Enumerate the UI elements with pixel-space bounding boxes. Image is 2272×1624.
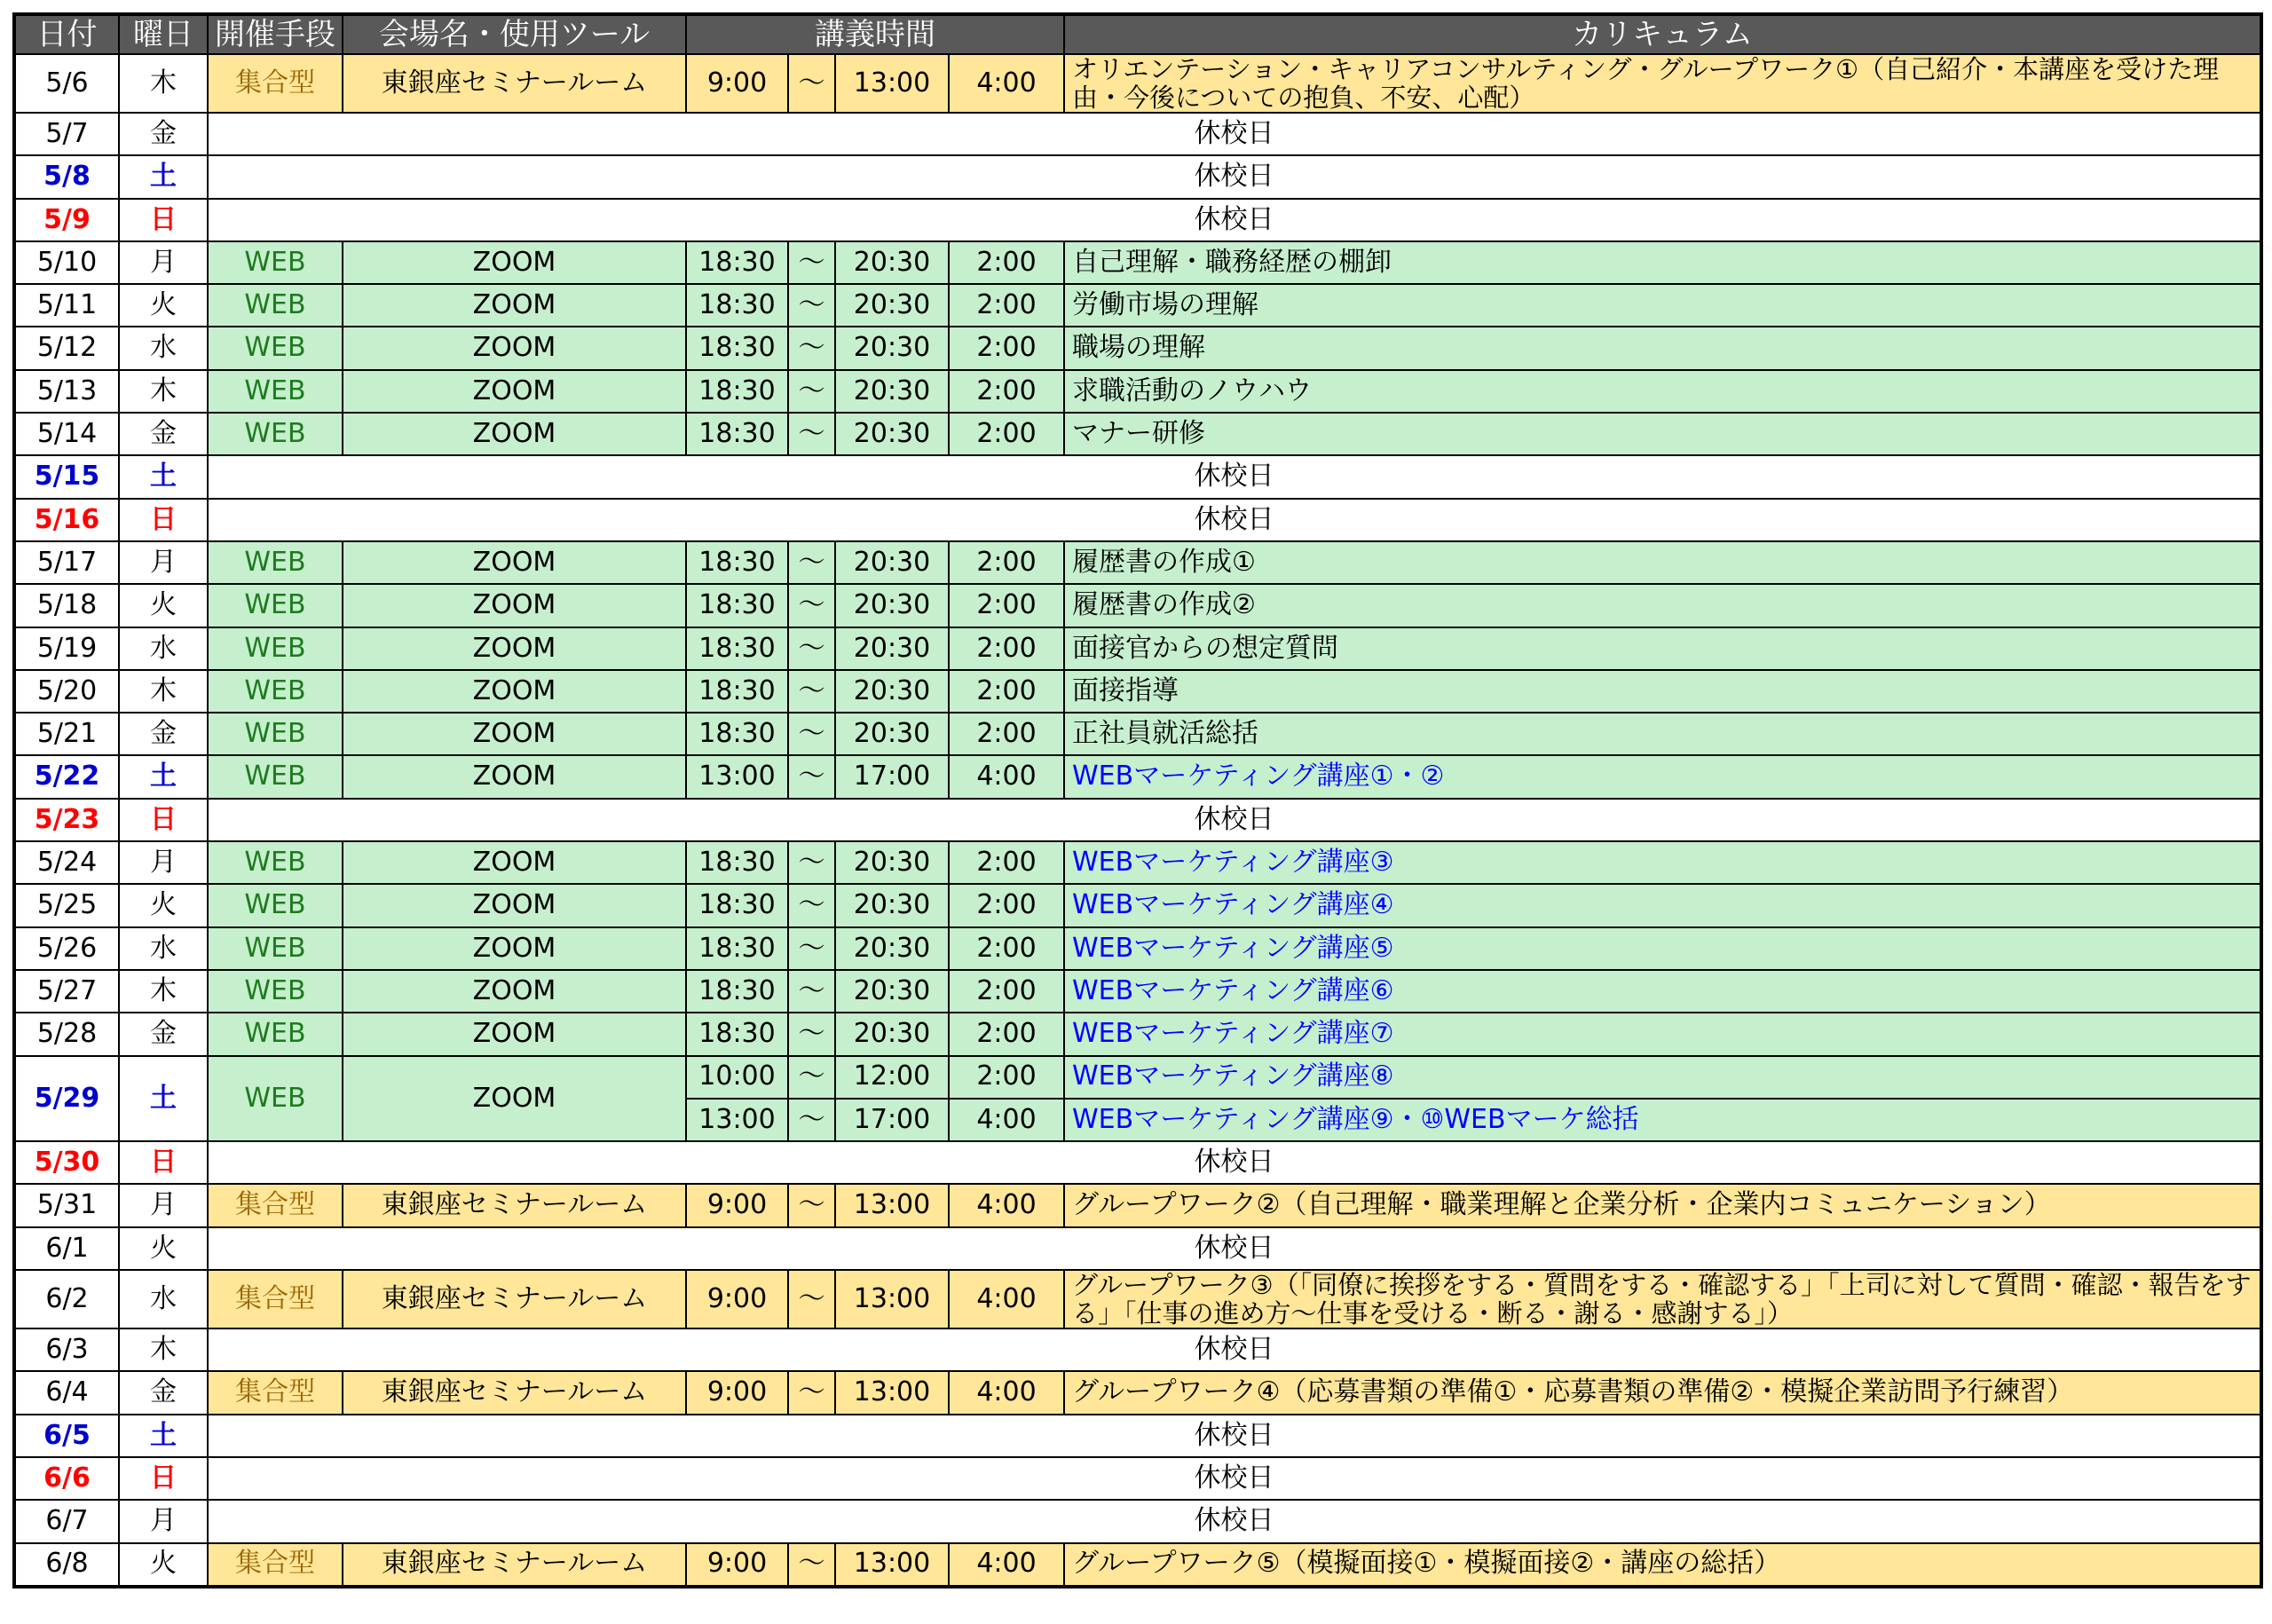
schedule-row — [14, 584, 2261, 627]
tilde-cell: ～ — [788, 1371, 835, 1414]
curriculum-cell: 自己理解・職務経歴の棚卸 — [1064, 241, 2261, 284]
date-cell: 5/19 — [14, 627, 119, 670]
curriculum-cell: グループワーク⑤（模擬面接①・模擬面接②・講座の総括） — [1064, 1543, 2261, 1587]
day-cell: 金 — [119, 413, 208, 455]
mode-cell: 集合型 — [208, 1371, 343, 1414]
curriculum-cell: 求職活動のノウハウ — [1064, 370, 2261, 413]
start-time-cell: 18:30 — [686, 841, 788, 884]
curriculum-cell: 面接指導 — [1064, 670, 2261, 713]
day-cell: 金 — [119, 1013, 208, 1055]
holiday-cell: 休校日 — [208, 113, 2261, 155]
mode-cell: WEB — [208, 927, 343, 970]
holiday-cell: 休校日 — [208, 1141, 2261, 1184]
date-cell: 5/24 — [14, 841, 119, 884]
date-cell: 5/15 — [14, 455, 119, 498]
schedule-table — [12, 12, 2263, 1589]
mode-cell: WEB — [208, 413, 343, 455]
holiday-row — [14, 155, 2261, 198]
day-cell: 木 — [119, 970, 208, 1013]
duration-cell: 4:00 — [949, 755, 1064, 798]
date-cell: 5/10 — [14, 241, 119, 284]
day-cell: 土 — [119, 455, 208, 498]
holiday-cell: 休校日 — [208, 499, 2261, 541]
curriculum-cell: グループワーク④（応募書類の準備①・応募書類の準備②・模擬企業訪問予行練習） — [1064, 1371, 2261, 1414]
date-cell: 5/6 — [14, 54, 119, 113]
tilde-cell: ～ — [788, 970, 835, 1013]
schedule-row — [14, 884, 2261, 926]
start-time-cell: 18:30 — [686, 541, 788, 584]
start-time-cell: 18:30 — [686, 584, 788, 627]
header-venue: 会場名・使用ツール — [343, 14, 686, 54]
venue-cell: 東銀座セミナールーム — [343, 54, 686, 113]
mode-cell: WEB — [208, 970, 343, 1013]
tilde-cell: ～ — [788, 884, 835, 926]
holiday-row — [14, 113, 2261, 155]
mode-cell: 集合型 — [208, 54, 343, 113]
end-time-cell: 13:00 — [835, 1371, 949, 1414]
date-cell: 5/12 — [14, 327, 119, 369]
end-time-cell: 13:00 — [835, 54, 949, 113]
day-cell: 火 — [119, 284, 208, 327]
end-time-cell: 20:30 — [835, 541, 949, 584]
header-date: 日付 — [14, 14, 119, 54]
duration-cell: 4:00 — [949, 1099, 1064, 1141]
duration-cell: 2:00 — [949, 241, 1064, 284]
start-time-cell: 18:30 — [686, 327, 788, 369]
start-time-cell: 18:30 — [686, 670, 788, 713]
holiday-row — [14, 499, 2261, 541]
end-time-cell: 20:30 — [835, 670, 949, 713]
date-cell: 5/11 — [14, 284, 119, 327]
date-cell: 5/7 — [14, 113, 119, 155]
start-time-cell: 18:30 — [686, 627, 788, 670]
venue-cell: ZOOM — [343, 755, 686, 798]
date-cell: 5/22 — [14, 755, 119, 798]
venue-cell: ZOOM — [343, 713, 686, 755]
header-curriculum: カリキュラム — [1064, 14, 2261, 54]
holiday-cell: 休校日 — [208, 199, 2261, 241]
venue-cell: 東銀座セミナールーム — [343, 1371, 686, 1414]
duration-cell: 2:00 — [949, 327, 1064, 369]
start-time-cell: 18:30 — [686, 713, 788, 755]
end-time-cell: 20:30 — [835, 413, 949, 455]
day-cell: 土 — [119, 155, 208, 198]
curriculum-cell: WEBマーケティング講座⑤ — [1064, 927, 2261, 970]
duration-cell: 2:00 — [949, 584, 1064, 627]
venue-cell: ZOOM — [343, 670, 686, 713]
tilde-cell: ～ — [788, 713, 835, 755]
venue-cell: ZOOM — [343, 1056, 686, 1142]
venue-cell: ZOOM — [343, 627, 686, 670]
start-time-cell: 18:30 — [686, 284, 788, 327]
tilde-cell: ～ — [788, 841, 835, 884]
date-cell: 5/29 — [14, 1056, 119, 1142]
start-time-cell: 13:00 — [686, 755, 788, 798]
duration-cell: 4:00 — [949, 1543, 1064, 1587]
date-cell: 6/7 — [14, 1500, 119, 1542]
start-time-cell: 18:30 — [686, 370, 788, 413]
end-time-cell: 13:00 — [835, 1543, 949, 1587]
start-time-cell: 18:30 — [686, 1013, 788, 1055]
tilde-cell: ～ — [788, 370, 835, 413]
day-cell: 水 — [119, 927, 208, 970]
day-cell: 水 — [119, 327, 208, 369]
tilde-cell: ～ — [788, 1270, 835, 1328]
day-cell: 木 — [119, 54, 208, 113]
end-time-cell: 20:30 — [835, 241, 949, 284]
duration-cell: 2:00 — [949, 884, 1064, 926]
start-time-cell: 9:00 — [686, 54, 788, 113]
start-time-cell: 18:30 — [686, 884, 788, 926]
header-row — [14, 14, 2261, 54]
mode-cell: 集合型 — [208, 1184, 343, 1226]
curriculum-cell: 面接官からの想定質問 — [1064, 627, 2261, 670]
holiday-row — [14, 1415, 2261, 1457]
start-time-cell: 9:00 — [686, 1371, 788, 1414]
date-cell: 5/8 — [14, 155, 119, 198]
end-time-cell: 20:30 — [835, 627, 949, 670]
start-time-cell: 18:30 — [686, 413, 788, 455]
duration-cell: 2:00 — [949, 970, 1064, 1013]
schedule-row — [14, 1371, 2261, 1414]
start-time-cell: 9:00 — [686, 1184, 788, 1226]
holiday-cell: 休校日 — [208, 155, 2261, 198]
end-time-cell: 20:30 — [835, 884, 949, 926]
end-time-cell: 20:30 — [835, 1013, 949, 1055]
duration-cell: 4:00 — [949, 1270, 1064, 1328]
date-cell: 5/31 — [14, 1184, 119, 1226]
end-time-cell: 20:30 — [835, 584, 949, 627]
mode-cell: 集合型 — [208, 1270, 343, 1328]
venue-cell: ZOOM — [343, 927, 686, 970]
day-cell: 月 — [119, 1500, 208, 1542]
venue-cell: ZOOM — [343, 327, 686, 369]
start-time-cell: 9:00 — [686, 1543, 788, 1587]
day-cell: 日 — [119, 199, 208, 241]
tilde-cell: ～ — [788, 284, 835, 327]
curriculum-cell: WEBマーケティング講座⑥ — [1064, 970, 2261, 1013]
end-time-cell: 20:30 — [835, 970, 949, 1013]
schedule-body — [14, 54, 2261, 1587]
holiday-row — [14, 1328, 2261, 1371]
date-cell: 5/9 — [14, 199, 119, 241]
holiday-cell: 休校日 — [208, 1415, 2261, 1457]
schedule-row — [14, 241, 2261, 284]
mode-cell: WEB — [208, 541, 343, 584]
end-time-cell: 12:00 — [835, 1056, 949, 1099]
curriculum-cell: WEBマーケティング講座⑧ — [1064, 1056, 2261, 1099]
date-cell: 6/1 — [14, 1227, 119, 1270]
tilde-cell: ～ — [788, 413, 835, 455]
tilde-cell: ～ — [788, 327, 835, 369]
schedule-row — [14, 670, 2261, 713]
date-cell: 5/18 — [14, 584, 119, 627]
date-cell: 6/6 — [14, 1457, 119, 1500]
start-time-cell: 10:00 — [686, 1056, 788, 1099]
day-cell: 金 — [119, 113, 208, 155]
date-cell: 6/2 — [14, 1270, 119, 1328]
tilde-cell: ～ — [788, 584, 835, 627]
day-cell: 木 — [119, 670, 208, 713]
tilde-cell: ～ — [788, 1056, 835, 1099]
duration-cell: 2:00 — [949, 713, 1064, 755]
holiday-row — [14, 1457, 2261, 1500]
venue-cell: 東銀座セミナールーム — [343, 1184, 686, 1226]
curriculum-cell: WEBマーケティング講座⑨・⑩WEBマーケ総括 — [1064, 1099, 2261, 1141]
start-time-cell: 9:00 — [686, 1270, 788, 1328]
tilde-cell: ～ — [788, 755, 835, 798]
duration-cell: 2:00 — [949, 413, 1064, 455]
mode-cell: WEB — [208, 670, 343, 713]
tilde-cell: ～ — [788, 1099, 835, 1141]
schedule-row — [14, 970, 2261, 1013]
venue-cell: ZOOM — [343, 1013, 686, 1055]
venue-cell: ZOOM — [343, 413, 686, 455]
tilde-cell: ～ — [788, 241, 835, 284]
date-cell: 5/20 — [14, 670, 119, 713]
start-time-cell: 18:30 — [686, 241, 788, 284]
mode-cell: WEB — [208, 713, 343, 755]
curriculum-cell: 履歴書の作成① — [1064, 541, 2261, 584]
duration-cell: 2:00 — [949, 1013, 1064, 1055]
curriculum-cell: 労働市場の理解 — [1064, 284, 2261, 327]
curriculum-cell: 職場の理解 — [1064, 327, 2261, 369]
holiday-cell: 休校日 — [208, 1328, 2261, 1371]
date-cell: 5/13 — [14, 370, 119, 413]
duration-cell: 4:00 — [949, 1184, 1064, 1226]
end-time-cell: 17:00 — [835, 755, 949, 798]
day-cell: 火 — [119, 1227, 208, 1270]
mode-cell: WEB — [208, 1056, 343, 1142]
curriculum-cell: 履歴書の作成② — [1064, 584, 2261, 627]
holiday-cell: 休校日 — [208, 1457, 2261, 1500]
holiday-cell: 休校日 — [208, 455, 2261, 498]
schedule-row — [14, 1543, 2261, 1587]
end-time-cell: 17:00 — [835, 1099, 949, 1141]
day-cell: 日 — [119, 799, 208, 841]
tilde-cell: ～ — [788, 541, 835, 584]
end-time-cell: 20:30 — [835, 327, 949, 369]
schedule-row — [14, 370, 2261, 413]
curriculum-cell: マナー研修 — [1064, 413, 2261, 455]
holiday-cell: 休校日 — [208, 1500, 2261, 1542]
date-cell: 6/8 — [14, 1543, 119, 1587]
date-cell: 5/28 — [14, 1013, 119, 1055]
schedule-row — [14, 627, 2261, 670]
mode-cell: WEB — [208, 241, 343, 284]
end-time-cell: 20:30 — [835, 713, 949, 755]
day-cell: 金 — [119, 713, 208, 755]
duration-cell: 4:00 — [949, 1371, 1064, 1414]
duration-cell: 2:00 — [949, 627, 1064, 670]
end-time-cell: 20:30 — [835, 927, 949, 970]
end-time-cell: 20:30 — [835, 370, 949, 413]
date-cell: 6/4 — [14, 1371, 119, 1414]
curriculum-cell: WEBマーケティング講座①・② — [1064, 755, 2261, 798]
holiday-cell: 休校日 — [208, 799, 2261, 841]
mode-cell: WEB — [208, 327, 343, 369]
day-cell: 水 — [119, 627, 208, 670]
curriculum-cell: グループワーク③（「同僚に挨拶をする・質問をする・確認する」「上司に対して質問・確認・報告をする」「仕事の進め方～仕事を受ける・断る・謝る・感謝する」） — [1064, 1270, 2261, 1328]
mode-cell: WEB — [208, 841, 343, 884]
header-time: 講義時間 — [686, 14, 1064, 54]
holiday-row — [14, 1500, 2261, 1542]
mode-cell: WEB — [208, 1013, 343, 1055]
day-cell: 月 — [119, 1184, 208, 1226]
venue-cell: ZOOM — [343, 541, 686, 584]
day-cell: 土 — [119, 1056, 208, 1142]
date-cell: 5/23 — [14, 799, 119, 841]
date-cell: 5/16 — [14, 499, 119, 541]
curriculum-cell: 正社員就活総括 — [1064, 713, 2261, 755]
duration-cell: 2:00 — [949, 670, 1064, 713]
mode-cell: 集合型 — [208, 1543, 343, 1587]
date-cell: 6/5 — [14, 1415, 119, 1457]
schedule-row — [14, 327, 2261, 369]
holiday-row — [14, 199, 2261, 241]
date-cell: 5/14 — [14, 413, 119, 455]
mode-cell: WEB — [208, 284, 343, 327]
venue-cell: ZOOM — [343, 841, 686, 884]
day-cell: 火 — [119, 1543, 208, 1587]
duration-cell: 2:00 — [949, 541, 1064, 584]
date-cell: 5/26 — [14, 927, 119, 970]
day-cell: 水 — [119, 1270, 208, 1328]
schedule-row — [14, 1184, 2261, 1226]
holiday-cell: 休校日 — [208, 1227, 2261, 1270]
venue-cell: ZOOM — [343, 970, 686, 1013]
venue-cell: ZOOM — [343, 370, 686, 413]
venue-cell: ZOOM — [343, 284, 686, 327]
schedule-row — [14, 1013, 2261, 1055]
tilde-cell: ～ — [788, 1184, 835, 1226]
schedule-row — [14, 1056, 2261, 1099]
venue-cell: 東銀座セミナールーム — [343, 1543, 686, 1587]
start-time-cell: 18:30 — [686, 927, 788, 970]
start-time-cell: 13:00 — [686, 1099, 788, 1141]
day-cell: 月 — [119, 541, 208, 584]
day-cell: 火 — [119, 584, 208, 627]
day-cell: 木 — [119, 1328, 208, 1371]
day-cell: 土 — [119, 1415, 208, 1457]
date-cell: 5/21 — [14, 713, 119, 755]
holiday-row — [14, 799, 2261, 841]
duration-cell: 2:00 — [949, 284, 1064, 327]
day-cell: 日 — [119, 1141, 208, 1184]
curriculum-cell: グループワーク②（自己理解・職業理解と企業分析・企業内コミュニケーション） — [1064, 1184, 2261, 1226]
venue-cell: ZOOM — [343, 884, 686, 926]
day-cell: 月 — [119, 241, 208, 284]
holiday-row — [14, 1227, 2261, 1270]
date-cell: 5/17 — [14, 541, 119, 584]
day-cell: 月 — [119, 841, 208, 884]
schedule-row — [14, 841, 2261, 884]
schedule-row — [14, 1270, 2261, 1328]
curriculum-cell: WEBマーケティング講座⑦ — [1064, 1013, 2261, 1055]
day-cell: 火 — [119, 884, 208, 926]
duration-cell: 2:00 — [949, 1056, 1064, 1099]
venue-cell: ZOOM — [343, 241, 686, 284]
day-cell: 日 — [119, 499, 208, 541]
end-time-cell: 20:30 — [835, 841, 949, 884]
duration-cell: 2:00 — [949, 927, 1064, 970]
end-time-cell: 13:00 — [835, 1270, 949, 1328]
holiday-row — [14, 1141, 2261, 1184]
day-cell: 木 — [119, 370, 208, 413]
date-cell: 5/30 — [14, 1141, 119, 1184]
mode-cell: WEB — [208, 755, 343, 798]
schedule-row — [14, 54, 2261, 113]
schedule-row — [14, 284, 2261, 327]
start-time-cell: 18:30 — [686, 970, 788, 1013]
tilde-cell: ～ — [788, 670, 835, 713]
tilde-cell: ～ — [788, 54, 835, 113]
venue-cell: ZOOM — [343, 584, 686, 627]
schedule-row — [14, 927, 2261, 970]
venue-cell: 東銀座セミナールーム — [343, 1270, 686, 1328]
holiday-row — [14, 455, 2261, 498]
date-cell: 5/27 — [14, 970, 119, 1013]
date-cell: 5/25 — [14, 884, 119, 926]
day-cell: 金 — [119, 1371, 208, 1414]
duration-cell: 4:00 — [949, 54, 1064, 113]
schedule-row — [14, 541, 2261, 584]
curriculum-cell: WEBマーケティング講座③ — [1064, 841, 2261, 884]
tilde-cell: ～ — [788, 927, 835, 970]
duration-cell: 2:00 — [949, 370, 1064, 413]
mode-cell: WEB — [208, 584, 343, 627]
end-time-cell: 20:30 — [835, 284, 949, 327]
header-mode: 開催手段 — [208, 14, 343, 54]
schedule-row — [14, 713, 2261, 755]
date-cell: 6/3 — [14, 1328, 119, 1371]
schedule-row — [14, 413, 2261, 455]
mode-cell: WEB — [208, 370, 343, 413]
tilde-cell: ～ — [788, 1543, 835, 1587]
mode-cell: WEB — [208, 627, 343, 670]
header-day: 曜日 — [119, 14, 208, 54]
curriculum-cell: オリエンテーション・キャリアコンサルティング・グループワーク①（自己紹介・本講座を受けた理由・今後についての抱負、不安、心配） — [1064, 54, 2261, 113]
schedule-row — [14, 755, 2261, 798]
duration-cell: 2:00 — [949, 841, 1064, 884]
tilde-cell: ～ — [788, 627, 835, 670]
end-time-cell: 13:00 — [835, 1184, 949, 1226]
day-cell: 土 — [119, 755, 208, 798]
mode-cell: WEB — [208, 884, 343, 926]
tilde-cell: ～ — [788, 1013, 835, 1055]
curriculum-cell: WEBマーケティング講座④ — [1064, 884, 2261, 926]
day-cell: 日 — [119, 1457, 208, 1500]
